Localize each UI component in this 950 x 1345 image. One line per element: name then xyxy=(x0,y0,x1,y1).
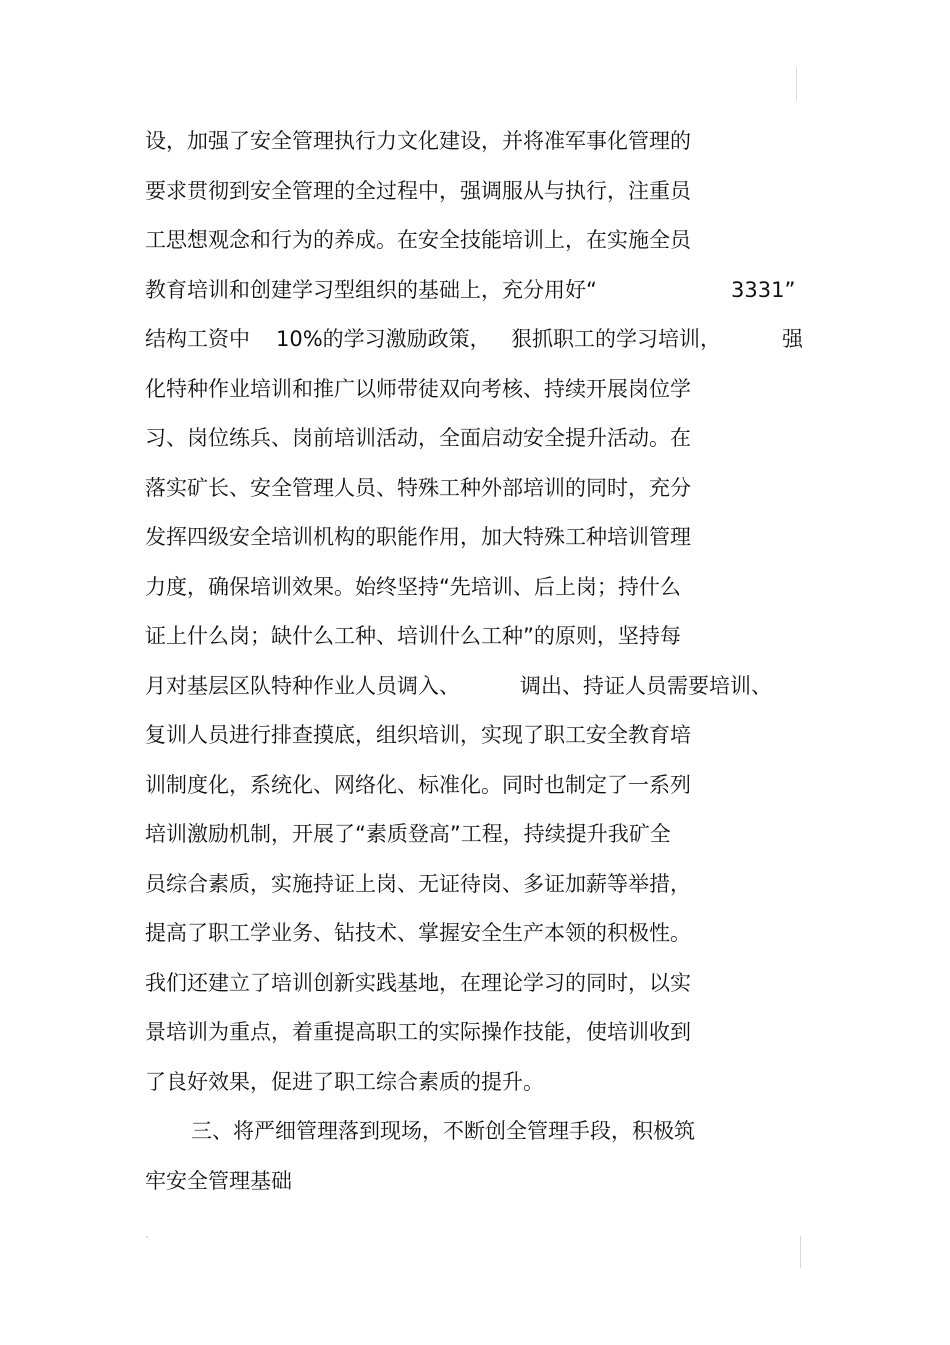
text-segment: 落实矿长、安全管理人员、特殊工种外部培训的同时，充分 xyxy=(145,475,691,500)
text-line xyxy=(145,320,825,370)
text-line xyxy=(145,419,825,469)
text-line xyxy=(145,568,825,618)
text-segment: 3331” xyxy=(731,277,796,302)
text-segment: 月对基层区队特种作业人员调入、 xyxy=(145,673,460,698)
section-heading-line xyxy=(145,1162,825,1212)
section-heading-text: 牢安全管理基础 xyxy=(145,1168,292,1193)
text-line xyxy=(145,1013,825,1063)
text-segment: 复训人员进行排查摸底，组织培训，实现了职工安全教育培 xyxy=(145,723,691,747)
text-segment: 培训激励机制，开展了“素质登高”工程，持续提升我矿全 xyxy=(145,822,671,846)
text-line xyxy=(145,766,825,816)
text-segment: 我们还建立了培训创新实践基地，在理论学习的同时，以实 xyxy=(145,970,691,995)
margin-mark-bottom xyxy=(800,1236,801,1268)
corner-dot xyxy=(146,1236,148,1238)
text-line xyxy=(145,617,825,667)
text-segment: 设，加强了安全管理执行力文化建设，并将准军事化管理的 xyxy=(145,129,691,153)
text-segment: 强 xyxy=(782,327,803,351)
text-segment: 了良好效果，促进了职工综合素质的提升。 xyxy=(145,1069,544,1094)
text-line xyxy=(145,1063,825,1113)
text-segment: 力度，确保培训效果。始终坚持“先培训、后上岗；持什么 xyxy=(145,574,681,599)
text-line xyxy=(145,469,825,519)
text-segment: 狠抓职工的学习培训， xyxy=(511,327,721,351)
text-segment: 证上什么岗；缺什么工种、培训什么工种”的原则，坚持每 xyxy=(145,624,681,648)
text-segment: 要求贯彻到安全管理的全过程中，强调服从与执行，注重员 xyxy=(145,178,691,203)
text-segment: 结构工资中 xyxy=(145,327,250,351)
text-line xyxy=(145,815,825,865)
text-segment: 提高了职工学业务、钻技术、掌握安全生产本领的积极性。 xyxy=(145,921,691,945)
body-text xyxy=(145,122,825,1211)
text-segment: 习、岗位练兵、岗前培训活动，全面启动安全提升活动。在 xyxy=(145,426,691,450)
text-line xyxy=(145,122,825,172)
text-line xyxy=(145,370,825,420)
text-line xyxy=(145,964,825,1014)
text-line xyxy=(145,172,825,222)
text-segment: 工思想观念和行为的养成。在安全技能培训上，在实施全员 xyxy=(145,228,691,252)
text-segment: 调出、持证人员需要培训、 xyxy=(520,673,772,698)
section-heading-text: 三、将严细管理落到现场，不断创全管理手段，积极筑 xyxy=(191,1119,695,1143)
text-segment: 发挥四级安全培训机构的职能作用，加大特殊工种培训管理 xyxy=(145,525,691,549)
text-line xyxy=(145,518,825,568)
text-line xyxy=(145,271,825,321)
text-segment: 教育培训和创建学习型组织的基础上，充分用好“ xyxy=(145,277,597,302)
text-segment: 化特种作业培训和推广以师带徒双向考核、持续开展岗位学 xyxy=(145,376,691,401)
text-segment: 员综合素质，实施持证上岗、无证待岗、多证加薪等举措， xyxy=(145,871,691,896)
text-line xyxy=(145,667,825,717)
text-line xyxy=(145,865,825,915)
margin-mark-top xyxy=(796,68,797,100)
text-segment: 10%的学习激励政策， xyxy=(276,327,491,351)
text-line xyxy=(145,716,825,766)
section-heading-line xyxy=(145,1112,825,1162)
text-line xyxy=(145,221,825,271)
text-segment: 景培训为重点，着重提高职工的实际操作技能，使培训收到 xyxy=(145,1020,691,1044)
text-line xyxy=(145,914,825,964)
text-segment: 训制度化，系统化、网络化、标准化。同时也制定了一系列 xyxy=(145,772,691,797)
